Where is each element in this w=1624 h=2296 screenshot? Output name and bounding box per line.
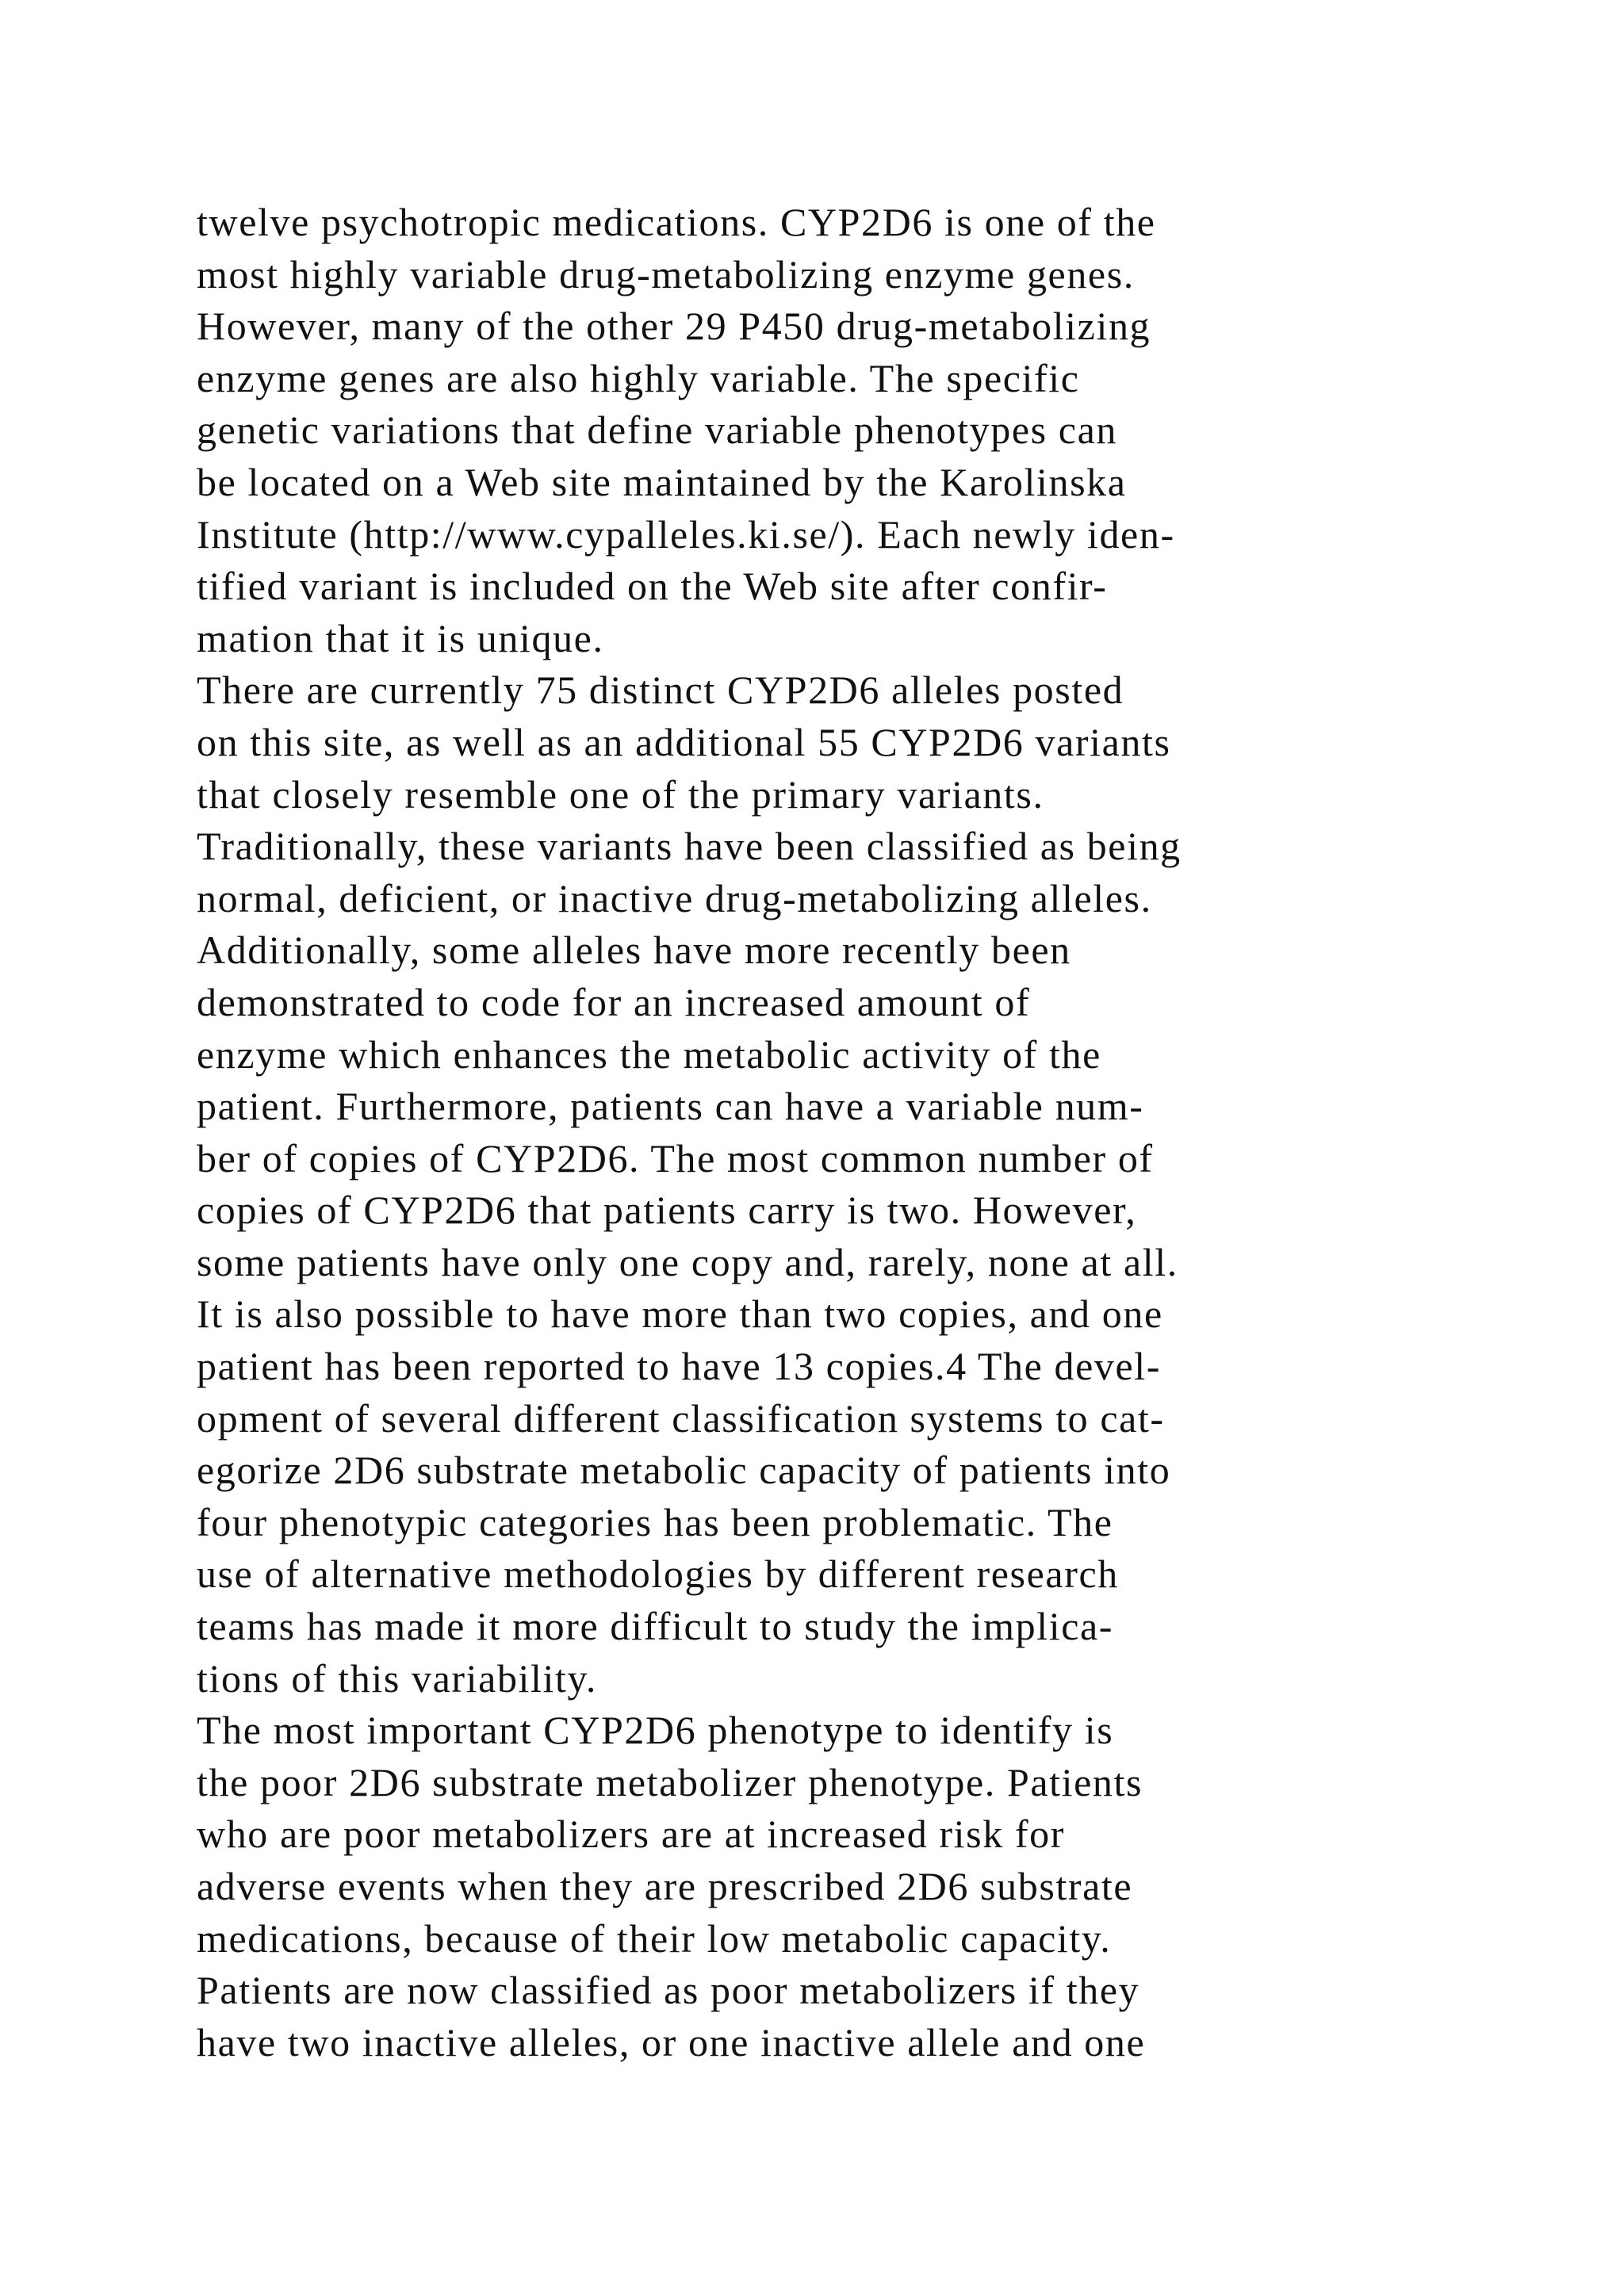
text-line-13: Traditionally, these variants have been classified as being — [197, 824, 1182, 869]
text-line-35: Patients are now classified as poor metabolizers if they — [197, 1968, 1140, 2013]
text-line-26: four phenotypic categories has been problematic. The — [197, 1499, 1113, 1544]
text-line-36: have two inactive alleles, or one inactive allele and one — [197, 2019, 1146, 2064]
text-line-24: opment of several different classification systems to cat- — [197, 1395, 1165, 1441]
text-line-1: twelve psychotropic medications. CYP2D6 is one of the — [197, 200, 1156, 244]
text-line-4: enzyme genes are also highly variable. The specific — [197, 355, 1080, 400]
text-line-23: patient has been reported to have 13 copies.4 The devel- — [197, 1344, 1162, 1389]
text-line-28: teams has made it more difficult to study the implica- — [197, 1604, 1114, 1649]
text-line-5: genetic variations that define variable phenotypes can — [197, 408, 1117, 453]
text-line-9: mation that it is unique. — [197, 615, 604, 660]
text-line-6: be located on a Web site maintained by the Karolinska — [197, 459, 1127, 504]
text-line-8: tified variant is included on the Web site after confir- — [197, 564, 1108, 609]
text-line-32: who are poor metabolizers are at increased risk for — [197, 1812, 1066, 1857]
text-line-3: However, many of the other 29 P450 drug-metabolizing — [197, 304, 1151, 349]
text-line-16: demonstrated to code for an increased amount of — [197, 979, 1031, 1024]
text-line-33: adverse events when they are prescribed 2D6 substrate — [197, 1864, 1133, 1908]
text-line-21: some patients have only one copy and, rarely, none at all. — [197, 1239, 1178, 1284]
text-line-2: most highly variable drug-metabolizing enzyme genes. — [197, 251, 1135, 297]
text-line-14: normal, deficient, or inactive drug-metabolizing alleles. — [197, 875, 1152, 920]
body-text — [197, 197, 1561, 2068]
text-line-25: egorize 2D6 substrate metabolic capacity of patients into — [197, 1448, 1171, 1493]
text-line-15: Additionally, some alleles have more recently been — [197, 928, 1071, 973]
text-line-17: enzyme which enhances the metabolic activity of the — [197, 1031, 1101, 1077]
text-line-12: that closely resemble one of the primary variants. — [197, 771, 1044, 817]
text-line-29: tions of this variability. — [197, 1655, 597, 1701]
text-line-30: The most important CYP2D6 phenotype to identify is — [197, 1708, 1114, 1753]
text-line-34: medications, because of their low metabolic capacity. — [197, 1915, 1112, 1961]
text-line-31: the poor 2D6 substrate metabolizer phenotype. Patients — [197, 1759, 1143, 1804]
text-line-19: ber of copies of CYP2D6. The most common number of — [197, 1135, 1154, 1181]
text-line-22: It is also possible to have more than two copies, and one — [197, 1292, 1163, 1337]
text-line-10: There are currently 75 distinct CYP2D6 alleles posted — [197, 668, 1124, 713]
text-line-18: patient. Furthermore, patients can have a variable num- — [197, 1084, 1144, 1129]
text-line-7: Institute (http://www.cypalleles.ki.se/). Each newly iden- — [197, 511, 1175, 557]
text-line-20: copies of CYP2D6 that patients carry is two. However, — [197, 1188, 1137, 1233]
text-line-27: use of alternative methodologies by different research — [197, 1552, 1119, 1597]
text-line-11: on this site, as well as an additional 55 CYP2D6 variants — [197, 719, 1171, 764]
